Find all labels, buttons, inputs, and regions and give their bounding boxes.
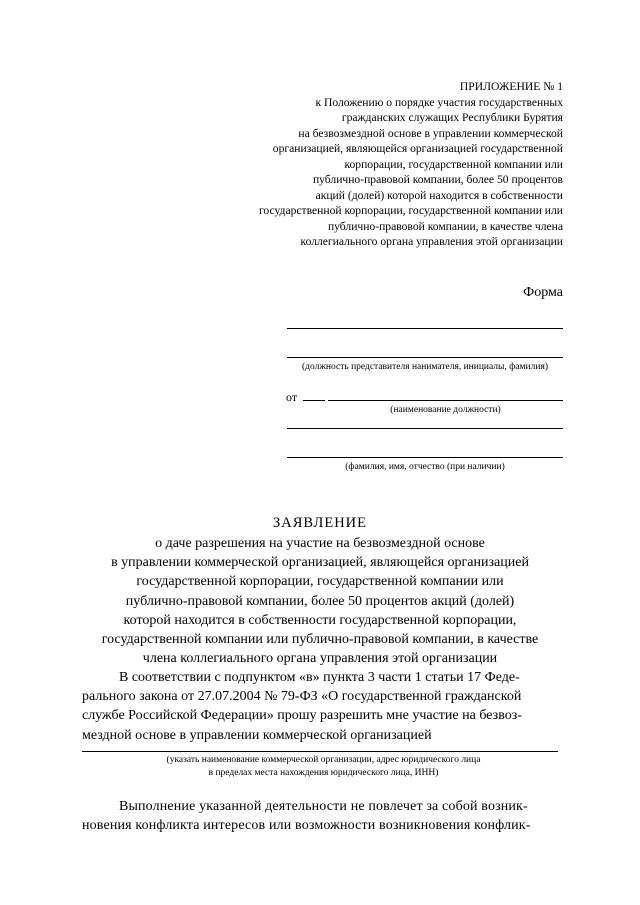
appendix-line: организацией, являющейся организацией государственной [272, 142, 563, 155]
from-short-blank[interactable] [303, 400, 325, 401]
body-line: рального закона от 27.07.2004 № 79-ФЗ «О государственной гражданской [82, 689, 522, 705]
addressee-blank-line[interactable] [287, 328, 563, 329]
form-label: Форма [523, 285, 563, 300]
body-line: В соответствии с подпунктом «в» пункта 3 части 1 статьи 17 Феде- [119, 670, 520, 685]
appendix-block [183, 79, 563, 250]
appendix-line: публично-правовой компании, более 50 процентов [312, 173, 563, 186]
body-line: Выполнение указанной деятельности не повлечет за собой возник- [119, 799, 528, 814]
from-label: от [286, 390, 298, 404]
body-word: организацией [350, 727, 432, 743]
body-word: коммерческой [262, 727, 347, 743]
organization-blank-line[interactable] [82, 751, 558, 752]
appendix-line: коллегиального органа управления этой организации [300, 235, 563, 248]
caption-line: в пределах места нахождения юридического лица, ИНН) [208, 768, 439, 778]
appendix-line: акций (долей) которой находится в собственности [315, 188, 563, 202]
addressee-blank-line[interactable] [287, 357, 563, 358]
applicant-blank-line[interactable] [287, 457, 563, 458]
body-word: управлении [189, 727, 260, 743]
name-caption: (фамилия, имя, отчество (при наличии) [345, 462, 505, 472]
title-caption: (наименование должности) [390, 405, 501, 415]
subtitle-line: государственной корпорации, государственной компании или [136, 574, 504, 590]
body-line: службе Российской Федерации» прошу разрешить мне участие на безвоз- [82, 708, 522, 724]
appendix-line: государственной корпорации, государственной компании или [258, 204, 563, 217]
applicant-blank-line[interactable] [287, 428, 563, 429]
caption-line: (указать наименование коммерческой организации, адрес юридического лица [166, 755, 481, 765]
body-line-justified [82, 726, 565, 745]
appendix-line: корпорации, государственной компании или [344, 157, 563, 171]
appendix-line: гражданских служащих Республики Бурятия [341, 111, 563, 124]
body-line: новения конфликта интересов или возможности возникновения конфлик- [82, 818, 531, 834]
position-caption: (должность представителя нанимателя, инициалы, фамилия) [302, 362, 548, 372]
subtitle-line: о даче разрешения на участие на безвозмездной основе [155, 536, 485, 551]
from-position-blank[interactable] [328, 400, 563, 401]
subtitle-line: государственной компании или публично-правовой компании, в качестве [101, 632, 539, 648]
body-word: мездной [82, 727, 132, 743]
subtitle-line: члена коллегиального органа управления этой организации [142, 651, 498, 667]
subtitle-line: в управлении коммерческой организацией, являющейся организацией [111, 555, 529, 571]
body-paragraph-1 [82, 668, 565, 745]
body-word: в [179, 727, 187, 743]
appendix-line: на безвозмездной основе в управлении коммерческой [298, 126, 563, 140]
statement-subtitle [60, 534, 580, 668]
statement-title: ЗАЯВЛЕНИЕ [272, 515, 368, 531]
appendix-line: к Положению о порядке участия государственных [315, 95, 563, 109]
subtitle-line: публично-правовой компании, более 50 процентов акций (долей) [125, 593, 515, 609]
appendix-line: публично-правовой компании, в качестве члена [327, 219, 563, 233]
subtitle-line: которой находится в собственности государственной корпорации, [123, 612, 517, 628]
body-paragraph-2 [82, 797, 565, 835]
body-word: основе [135, 727, 176, 743]
appendix-title: ПРИЛОЖЕНИЕ № 1 [459, 80, 563, 93]
organization-caption [82, 754, 565, 780]
